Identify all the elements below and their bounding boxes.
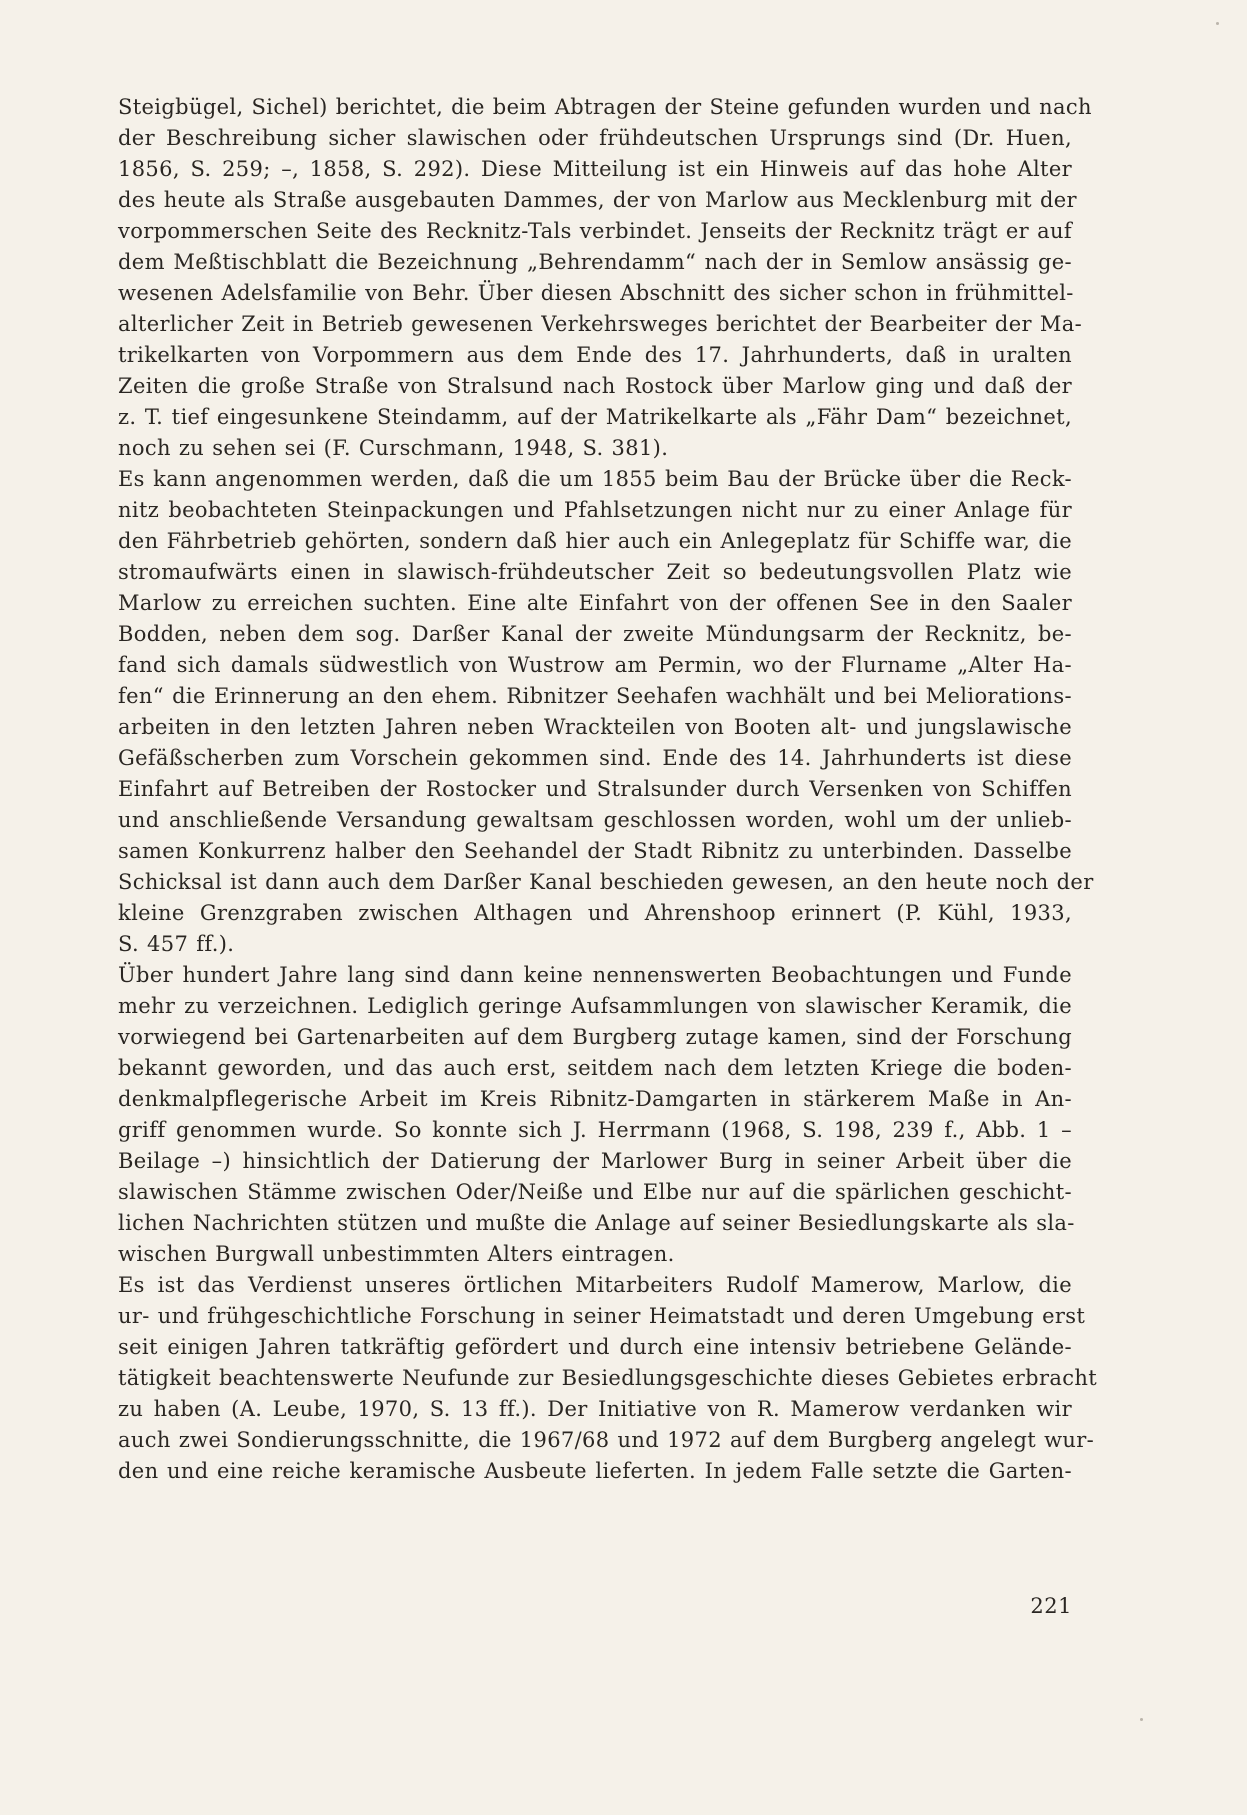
text-line: den Fährbetrieb gehörten, sondern daß hier auch ein Anlegeplatz für Schiffe war, die [118,529,1072,553]
text-line: ur- und frühgeschichtliche Forschung in seiner Heimatstadt und deren Umgebung erst [118,1304,1086,1328]
text-line: zu haben (A. Leube, 1970, S. 13 ff.). Der Initiative von R. Mamerow verdanken wir [118,1397,1072,1421]
text-line: lichen Nachrichten stützen und mußte die Anlage auf seiner Besiedlungskarte als sla- [118,1211,1075,1235]
text-line: Es ist das Verdienst unseres örtlichen Mitarbeiters Rudolf Mamerow, Marlow, die [118,1273,1072,1297]
paper-speck [1140,1718,1143,1721]
text-line: 1856, S. 259; –, 1858, S. 292). Diese Mitteilung ist ein Hinweis auf das hohe Alter [118,157,1072,181]
text-line: Beilage –) hinsichtlich der Datierung der Marlower Burg in seiner Arbeit über die [118,1149,1072,1173]
text-line: Über hundert Jahre lang sind dann keine nennenswerten Beobachtungen und Funde [118,963,1072,987]
text-line: noch zu sehen sei (F. Curschmann, 1948, S. 381). [118,436,669,460]
text-line: S. 457 ff.). [118,932,235,956]
text-line: kleine Grenzgraben zwischen Althagen und Ahrenshoop erinnert (P. Kühl, 1933, [118,901,1072,925]
text-line: griff genommen wurde. So konnte sich J. Herrmann (1968, S. 198, 239 f., Abb. 1 – [118,1118,1072,1142]
text-line: Bodden, neben dem sog. Darßer Kanal der zweite Mündungsarm der Recknitz, be- [118,622,1072,646]
text-line: stromaufwärts einen in slawisch-frühdeutscher Zeit so bedeutungsvollen Platz wie [118,560,1072,584]
text-line: arbeiten in den letzten Jahren neben Wrackteilen von Booten alt- und jungslawische [118,715,1072,739]
text-line: Einfahrt auf Betreiben der Rostocker und Stralsunder durch Versenken von Schiffen [118,777,1072,801]
body-text [118,92,1097,1487]
text-line: Schicksal ist dann auch dem Darßer Kanal beschieden gewesen, an den heute noch der [118,870,1094,894]
text-line: nitz beobachteten Steinpackungen und Pfahlsetzungen nicht nur zu einer Anlage für [118,498,1072,522]
text-line: wischen Burgwall unbestimmten Alters eintragen. [118,1242,675,1266]
text-line: alterlicher Zeit in Betrieb gewesenen Verkehrsweges berichtet der Bearbeiter der Ma- [118,312,1083,336]
text-line: fand sich damals südwestlich von Wustrow am Permin, wo der Flurname „Alter Ha- [118,653,1072,677]
text-line: z. T. tief eingesunkene Steindamm, auf der Matrikelkarte als „Fähr Dam“ bezeichnet, [118,405,1072,429]
text-line: mehr zu verzeichnen. Lediglich geringe Aufsammlungen von slawischer Keramik, die [118,994,1072,1018]
text-line: Steigbügel, Sichel) berichtet, die beim Abtragen der Steine gefunden wurden und nach [118,95,1092,119]
text-line: tätigkeit beachtenswerte Neufunde zur Besiedlungsgeschichte dieses Gebietes erbracht [118,1366,1097,1390]
text-line: dem Meßtischblatt die Bezeichnung „Behrendamm“ nach der in Semlow ansässig ge- [118,250,1072,274]
text-line: Es kann angenommen werden, daß die um 1855 beim Bau der Brücke über die Reck- [118,467,1072,491]
page-number: 221 [1030,1594,1072,1618]
text-line: fen“ die Erinnerung an den ehem. Ribnitzer Seehafen wachhält und bei Meliorations- [118,684,1072,708]
text-line: samen Konkurrenz halber den Seehandel der Stadt Ribnitz zu unterbinden. Dasselbe [118,839,1072,863]
text-line: bekannt geworden, und das auch erst, seitdem nach dem letzten Kriege die boden- [118,1056,1072,1080]
text-line: Zeiten die große Straße von Stralsund nach Rostock über Marlow ging und daß der [118,374,1072,398]
text-line: auch zwei Sondierungsschnitte, die 1967/68 und 1972 auf dem Burgberg angelegt wur- [118,1428,1095,1452]
text-line: trikelkarten von Vorpommern aus dem Ende des 17. Jahrhunderts, daß in uralten [118,343,1072,367]
text-line: der Beschreibung sicher slawischen oder frühdeutschen Ursprungs sind (Dr. Huen, [118,126,1072,150]
paper-speck [1216,22,1219,25]
text-line: Gefäßscherben zum Vorschein gekommen sind. Ende des 14. Jahrhunderts ist diese [118,746,1072,770]
text-line: vorwiegend bei Gartenarbeiten auf dem Burgberg zutage kamen, sind der Forschung [118,1025,1072,1049]
text-line: und anschließende Versandung gewaltsam geschlossen worden, wohl um der unlieb- [118,808,1072,832]
text-line: denkmalpflegerische Arbeit im Kreis Ribnitz-Damgarten in stärkerem Maße in An- [118,1087,1072,1111]
text-line: seit einigen Jahren tatkräftig gefördert und durch eine intensiv betriebene Gelände- [118,1335,1072,1359]
text-line: des heute als Straße ausgebauten Dammes, der von Marlow aus Mecklenburg mit der [118,188,1077,212]
text-line: vorpommerschen Seite des Recknitz-Tals verbindet. Jenseits der Recknitz trägt er auf [118,219,1072,243]
text-line: slawischen Stämme zwischen Oder/Neiße und Elbe nur auf die spärlichen geschicht- [118,1180,1072,1204]
text-line: wesenen Adelsfamilie von Behr. Über diesen Abschnitt des sicher schon in frühmittel- [118,281,1074,305]
text-line: Marlow zu erreichen suchten. Eine alte Einfahrt von der offenen See in den Saaler [118,591,1072,615]
text-line: den und eine reiche keramische Ausbeute lieferten. In jedem Falle setzte die Garten- [118,1459,1072,1483]
